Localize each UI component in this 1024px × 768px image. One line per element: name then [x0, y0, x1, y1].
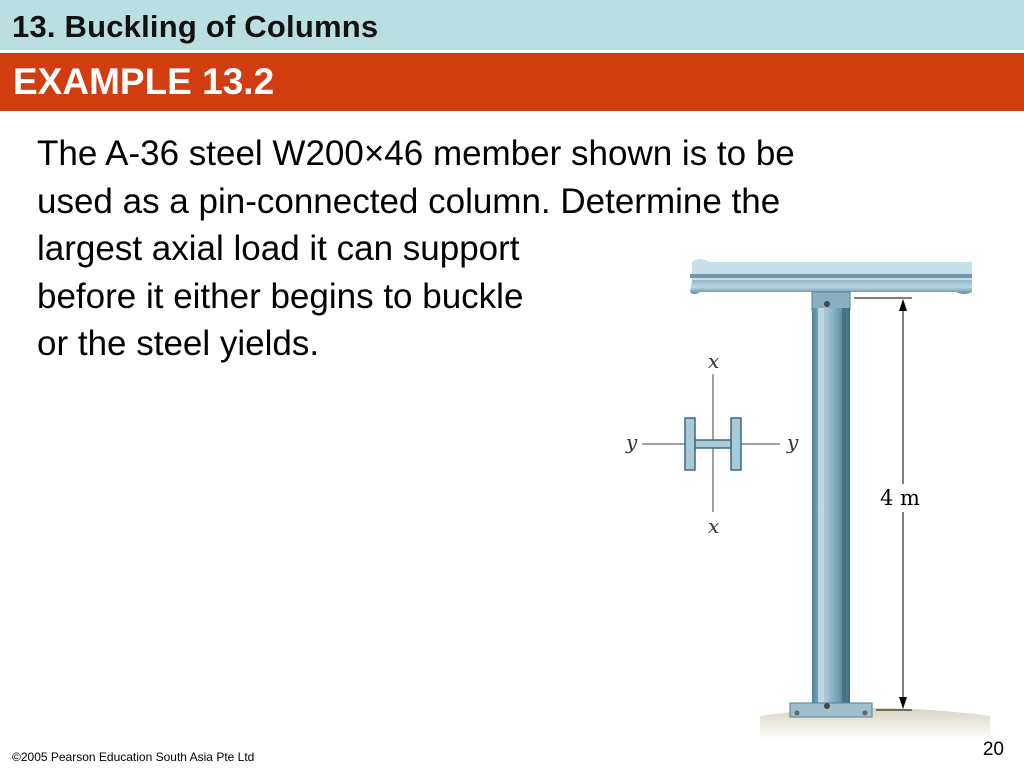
top-beam — [690, 259, 972, 294]
example-title: EXAMPLE 13.2 — [13, 61, 275, 102]
cross-section — [642, 374, 780, 512]
base-plate — [790, 703, 872, 717]
problem-line: largest axial load it can support — [37, 229, 520, 268]
axis-x-top-label: x — [708, 349, 720, 373]
axis-y-right-label: y — [787, 430, 799, 454]
top-bolt — [824, 301, 830, 307]
chapter-title: 13. Buckling of Columns — [12, 9, 379, 44]
problem-line: The A-36 steel W200×46 member shown is to be — [37, 134, 795, 173]
header-bar — [0, 0, 1024, 50]
example-banner — [0, 53, 1024, 111]
top-plate — [812, 292, 850, 310]
problem-line: before it either begins to buckle — [37, 276, 524, 316]
problem-line: used as a pin-connected column. Determine the — [37, 181, 781, 221]
axis-x-bottom-label: x — [708, 514, 720, 538]
problem-line: or the steel yields. — [37, 324, 320, 363]
column-figure — [600, 250, 990, 740]
dimension-arrow-bottom — [899, 697, 907, 709]
length-label: 4 m — [880, 486, 920, 510]
dimension-arrow-top — [899, 299, 907, 311]
axis-y-left-label: y — [626, 430, 638, 454]
page-number: 20 — [982, 739, 1004, 760]
copyright-text: ©2005 Pearson Education South Asia Pte Ltd — [12, 750, 255, 764]
base-bolt — [824, 703, 830, 709]
